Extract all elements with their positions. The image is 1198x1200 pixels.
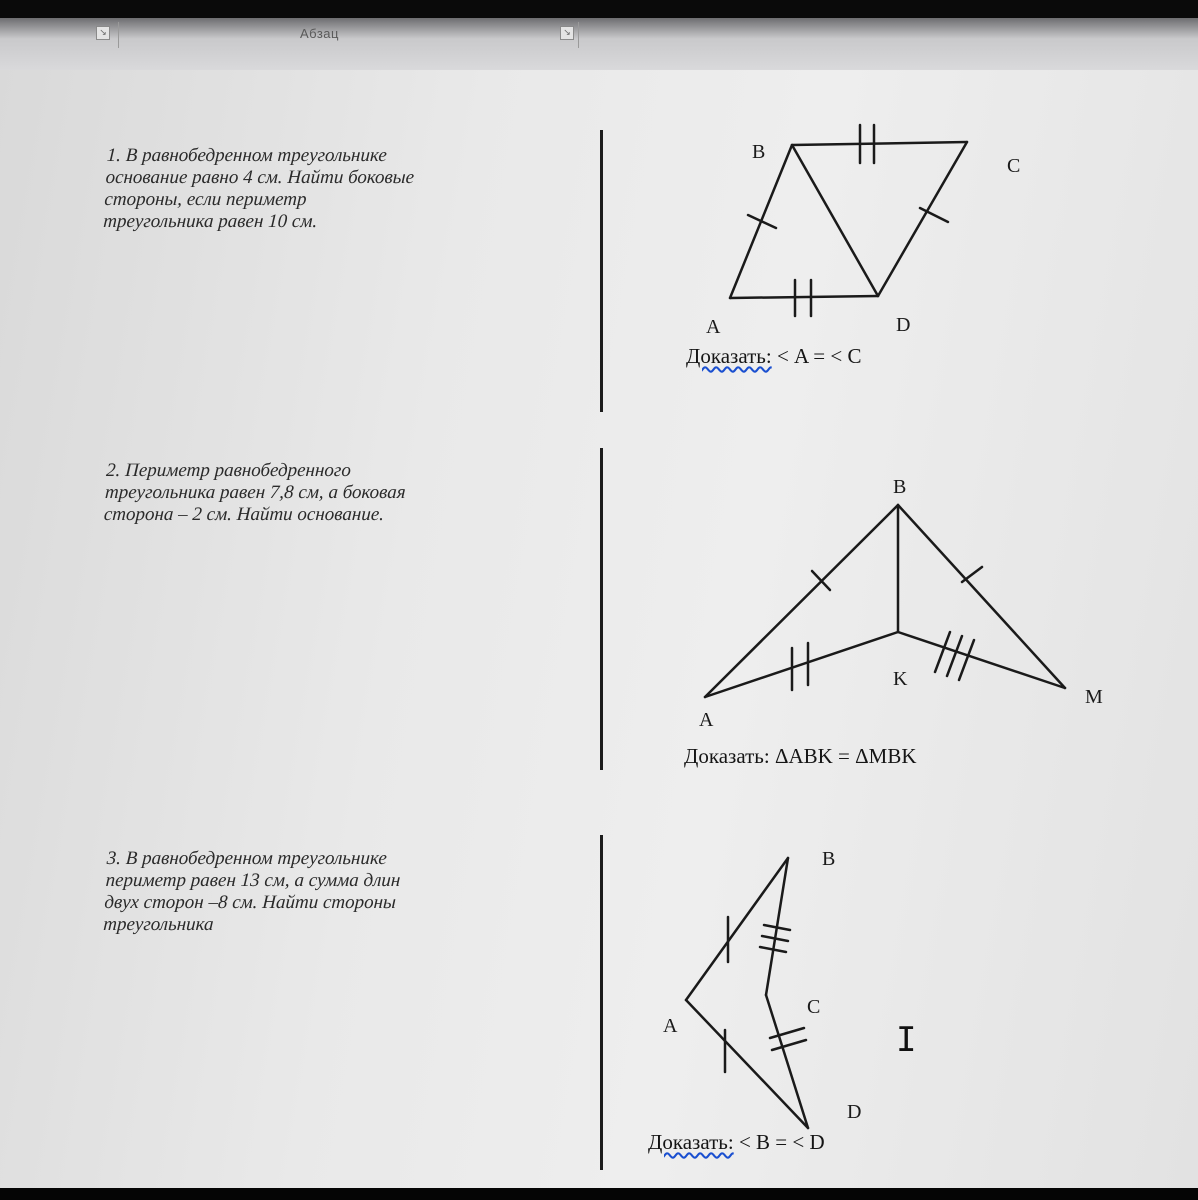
tick-mark	[962, 567, 982, 582]
problem-3-text: 3. В равнобедренном треугольнике периметр равен 13 см, а сумма длин двух сторон –8 см. Найти стороны треугольника	[102, 848, 401, 935]
point-label: C	[1007, 155, 1021, 177]
prove-goal: < B = < D	[733, 1130, 825, 1154]
segment-ad	[686, 1000, 808, 1128]
point-label: D	[896, 314, 911, 336]
segment-cd	[878, 142, 967, 296]
prove-goal: < A = < C	[771, 344, 862, 368]
tick-mark	[947, 636, 962, 676]
figure-3-quadrilateral	[686, 858, 808, 1128]
point-label: C	[807, 996, 821, 1018]
tick-mark	[770, 1028, 804, 1038]
point-label: A	[706, 316, 721, 338]
prove-statement-2	[684, 744, 917, 769]
point-label: D	[847, 1101, 862, 1123]
prove-prefix: Доказать:	[648, 1130, 734, 1154]
point-label: B	[822, 848, 836, 870]
point-label: M	[1085, 686, 1103, 708]
paragraph-group-expander-icon[interactable]: ↘	[560, 26, 574, 40]
prove-prefix: Доказать:	[686, 344, 772, 368]
screen-bezel	[0, 1188, 1198, 1200]
figure-1-parallelogram	[730, 125, 967, 316]
prove-statement-3	[648, 1130, 825, 1155]
segment-bc	[792, 142, 967, 145]
problem-2-text: 2. Периметр равнобедренного треугольника равен 7,8 см, а боковая сторона – 2 см. Найти основание.	[103, 460, 407, 525]
tick-mark	[959, 640, 974, 680]
paragraph-group-label: Абзац	[300, 26, 339, 41]
prove-prefix: Доказать:	[684, 744, 770, 768]
tick-mark	[935, 632, 950, 672]
text-cursor-icon: I	[896, 1020, 917, 1060]
segment-ab	[686, 858, 788, 1000]
prove-statement-1	[686, 344, 862, 369]
segment-cd	[766, 995, 808, 1128]
figure-2-triangle	[705, 505, 1065, 697]
problem-1-text: 1. В равнобедренном треугольнике основание равно 4 см. Найти боковые стороны, если периметр треугольника равен 10 см.	[102, 145, 415, 232]
font-group-expander-icon[interactable]: ↘	[96, 26, 110, 40]
point-label: B	[893, 476, 907, 498]
segment-ab	[705, 505, 898, 697]
segment-ad	[730, 296, 878, 298]
point-label: A	[699, 709, 714, 731]
tick-mark	[772, 1040, 806, 1050]
prove-goal: ΔABK = ΔMBK	[769, 744, 917, 768]
point-label: K	[893, 668, 908, 690]
segment-ak	[705, 632, 898, 697]
segment-bd	[792, 145, 878, 296]
point-label: A	[663, 1015, 678, 1037]
point-label: B	[752, 141, 766, 163]
